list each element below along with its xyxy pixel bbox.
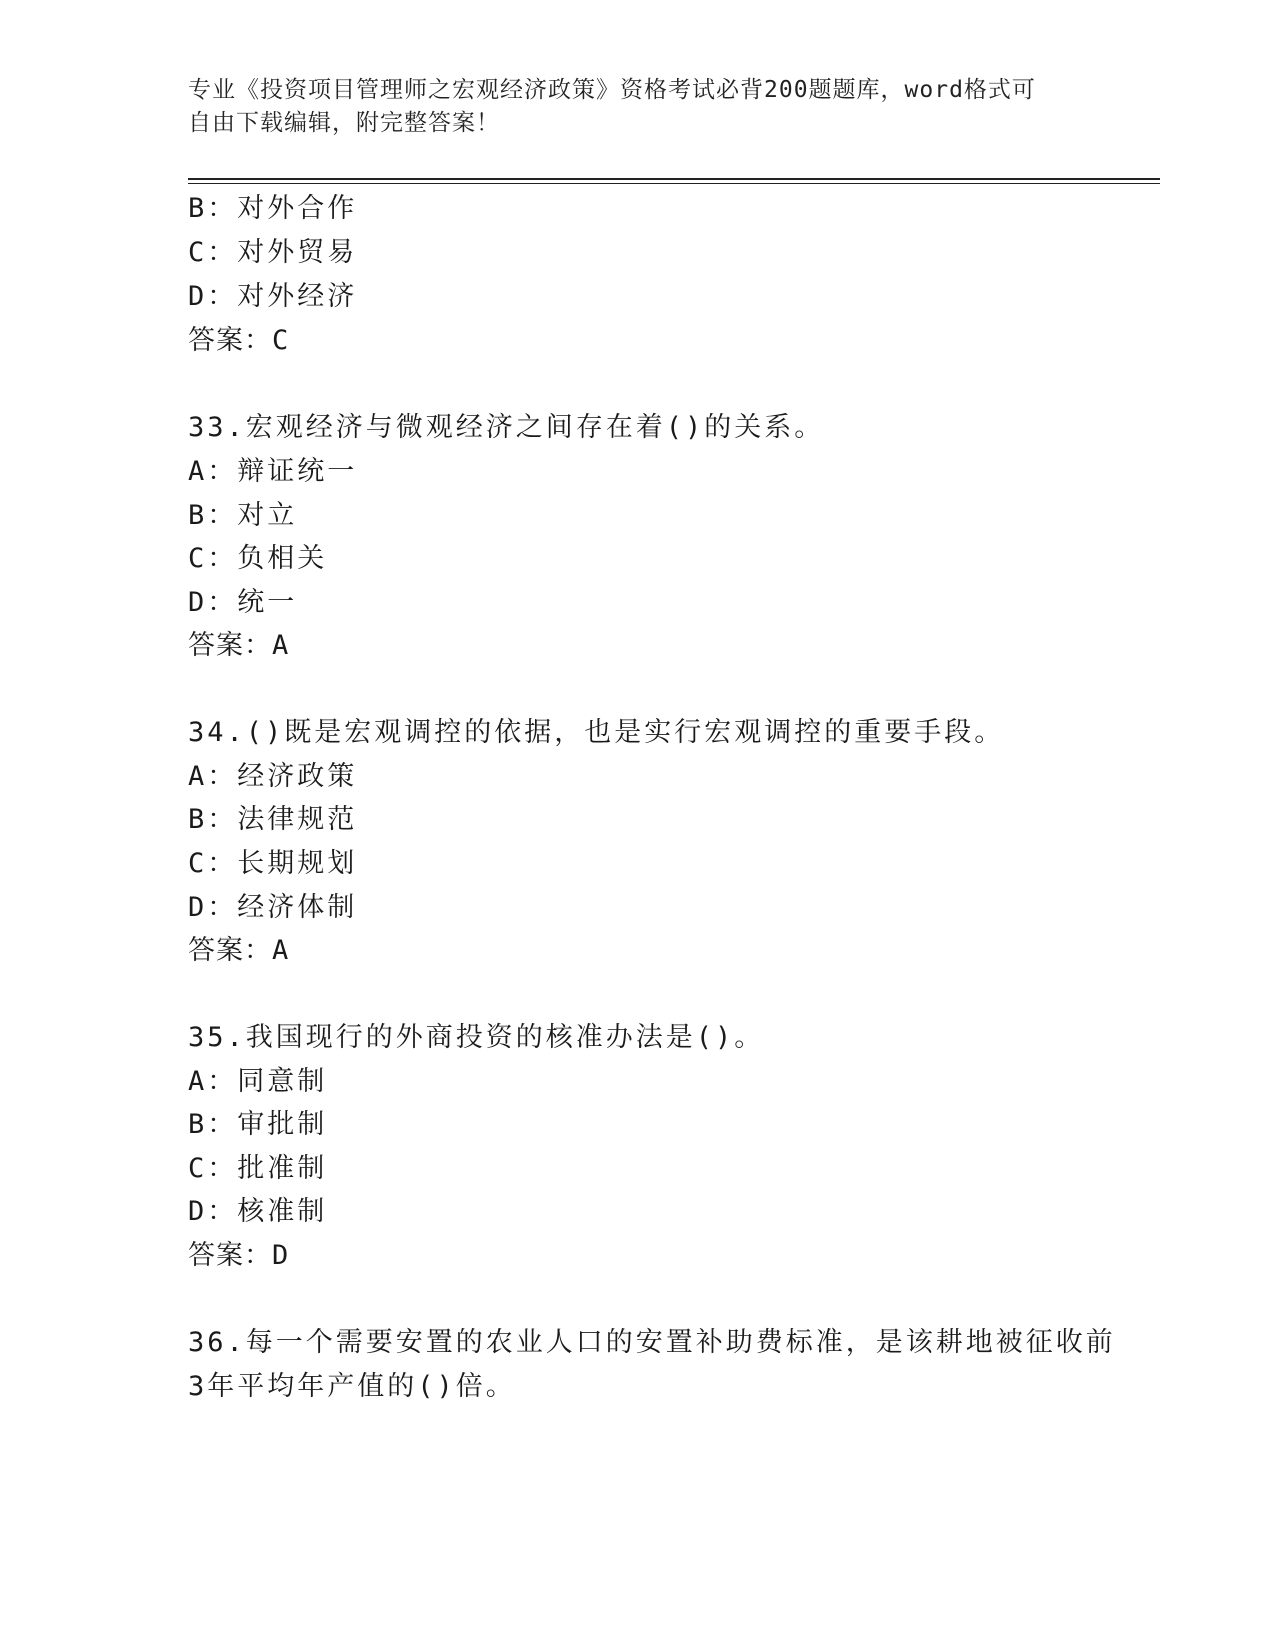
question-36-text-line1: 36.每一个需要安置的农业人口的安置补助费标准，是该耕地被征收前 [188, 1327, 1116, 1358]
answer-label: 答案： [188, 630, 272, 661]
answer-value: C [272, 325, 290, 356]
header-title-line1: 专业《投资项目管理师之宏观经济政策》资格考试必背200题题库，word格式可 [188, 77, 1036, 103]
question-35-answer [188, 1233, 289, 1272]
question-35-text: 35.我国现行的外商投资的核准办法是()。 [188, 1022, 765, 1053]
document-header [188, 74, 1088, 140]
question-33-option-d: D：统一 [188, 587, 298, 618]
answer-line [188, 318, 289, 357]
question-33-text: 33.宏观经济与微观经济之间存在着()的关系。 [188, 412, 825, 443]
question-33-answer [188, 623, 289, 662]
question-34-option-b: B：法律规范 [188, 804, 358, 835]
answer-label: 答案： [188, 935, 272, 966]
option-b: B：对外合作 [188, 193, 358, 224]
question-35-option-c: C：批准制 [188, 1153, 328, 1184]
answer-label: 答案： [188, 1240, 272, 1271]
answer-value: A [272, 935, 290, 966]
question-33-option-b: B：对立 [188, 500, 298, 531]
option-c: C：对外贸易 [188, 237, 358, 268]
answer-value: A [272, 630, 290, 661]
question-34-option-c: C：长期规划 [188, 848, 358, 879]
question-35-option-b: B：审批制 [188, 1109, 328, 1140]
question-34-text: 34.()既是宏观调控的依据，也是实行宏观调控的重要手段。 [188, 717, 1005, 748]
question-34-option-a: A：经济政策 [188, 761, 358, 792]
question-33-option-c: C：负相关 [188, 543, 328, 574]
header-divider [188, 178, 1160, 180]
header-divider-thin [188, 183, 1160, 184]
question-34-option-d: D：经济体制 [188, 892, 358, 923]
question-36-text-line2: 3年平均年产值的()倍。 [188, 1371, 516, 1402]
header-title-line2: 自由下载编辑，附完整答案！ [188, 110, 500, 136]
answer-label: 答案： [188, 325, 272, 356]
answer-value: D [272, 1240, 290, 1271]
question-35-option-a: A：同意制 [188, 1066, 328, 1097]
question-35-option-d: D：核准制 [188, 1196, 328, 1227]
option-d: D：对外经济 [188, 281, 358, 312]
question-34-answer [188, 928, 289, 967]
question-33-option-a: A：辩证统一 [188, 456, 358, 487]
